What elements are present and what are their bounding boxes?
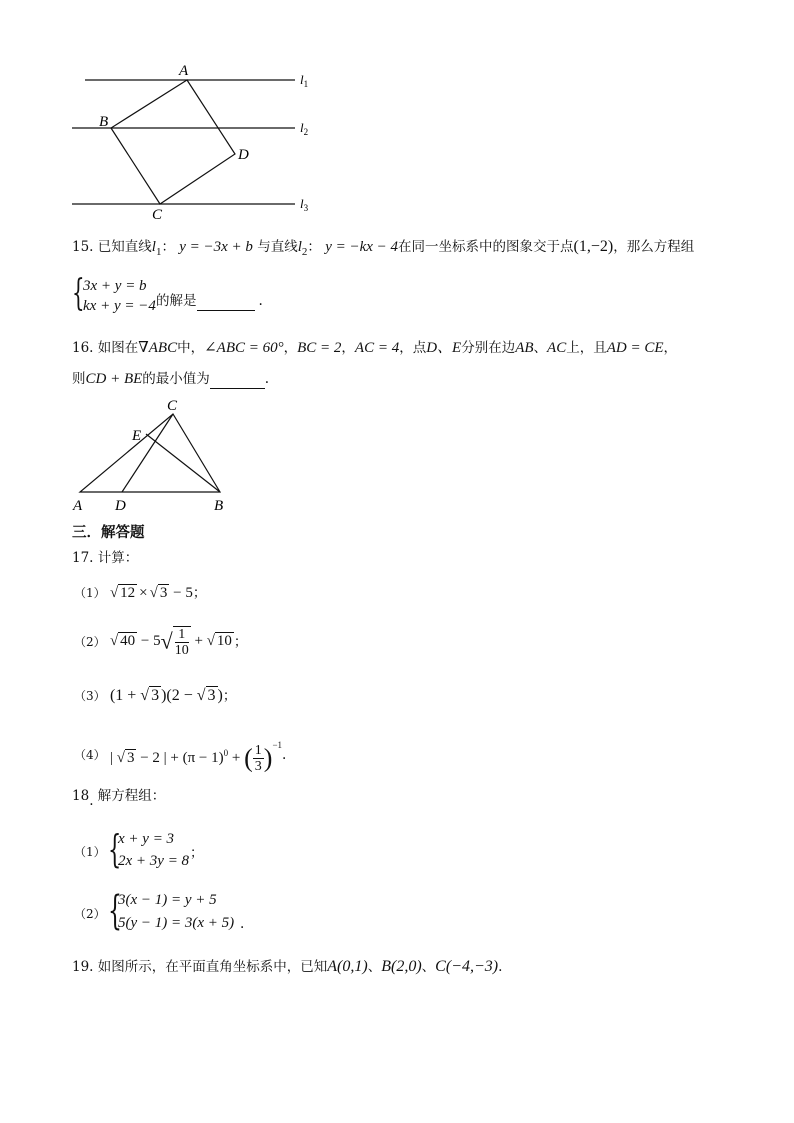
q18-number: 18	[72, 788, 90, 804]
label-l2: $l_2$	[300, 120, 309, 137]
tri-label-E: E	[132, 428, 142, 444]
q19-point-a: A(0,1)	[327, 958, 368, 975]
label-C: C	[152, 207, 163, 223]
q17-title-line	[72, 549, 138, 567]
q15-number: 15.	[72, 239, 94, 255]
q16-text1: 如图在	[97, 340, 139, 356]
q16-line1	[72, 339, 677, 357]
q15-colon1: ：	[161, 239, 175, 255]
triangle-figure	[68, 396, 248, 516]
tri-label-B: B	[214, 498, 224, 514]
label-A: A	[179, 63, 189, 79]
tri-label-C: C	[167, 398, 178, 414]
label-D: D	[238, 147, 249, 163]
q15-text3: 在同一坐标系中的图象交于点	[398, 239, 574, 255]
q15-sys-line1: 3x + y = b	[83, 278, 147, 294]
q18-p2-end: .	[240, 916, 245, 932]
q15-end: .	[258, 293, 263, 309]
q18-dot: .	[89, 793, 94, 809]
q18-title-line	[72, 787, 166, 809]
q18-p1-line2: 2x + 3y = 8	[118, 853, 190, 869]
q17-p2-expr: √ 40 − 5√ $\frac{1}{10}$ + √ 10	[109, 627, 232, 658]
q18-p2-line1: 3(x − 1) = y + 5	[118, 892, 217, 908]
q16-line2-text2: 的最小值为	[142, 371, 210, 387]
q19-comma1: 、	[367, 959, 382, 975]
q15-eq2: y = −kx − 4	[325, 239, 399, 255]
q16-comma4: ，	[663, 340, 678, 356]
label-l1: $l_1$	[300, 72, 309, 89]
section-title: 三．解答题	[72, 525, 145, 541]
q16-text5: 上，且	[566, 340, 607, 356]
q15-text1: 已知直线	[97, 239, 152, 255]
q17-part1	[74, 584, 206, 602]
q17-p4-expr: | √ 3 − 2 | + $(\pi - 1)^0$ + ( $\frac{1}{3}$ )$^{-1}$	[109, 740, 283, 775]
q16-triangle: ∇ABC	[138, 340, 178, 356]
q16-comma1: ，	[283, 340, 298, 356]
q16-ab: AB	[515, 340, 534, 356]
q15-text4: ，那么方程组	[613, 239, 695, 255]
q17-p1-end: ；	[192, 585, 207, 601]
q16-end: .	[264, 371, 270, 387]
q16-ac: AC = 4	[354, 340, 400, 356]
q19-comma2: 、	[421, 959, 436, 975]
q18-p1-brace: {	[108, 827, 122, 871]
label-l3: $l_3$	[300, 196, 309, 213]
q17-p3-end: ；	[222, 688, 237, 704]
q17-part2	[74, 626, 247, 658]
q16-text4: 分别在边	[461, 340, 516, 356]
q17-part3	[74, 687, 236, 705]
q17-p2-end: ；	[233, 634, 248, 650]
q15-point: (1,−2)	[573, 238, 614, 255]
q15-brace: {	[72, 273, 85, 314]
q18-p2-brace: {	[108, 888, 122, 934]
q16-adce: AD = CE	[606, 340, 664, 356]
segment-be	[146, 434, 220, 492]
q16-comma3: 、	[533, 340, 548, 356]
q16-line2-text: 则	[72, 371, 86, 387]
q15-l1: $l_1$	[151, 239, 162, 258]
tri-label-A: A	[73, 498, 83, 514]
q17-number: 17.	[72, 550, 94, 566]
q15-text2: 与直线	[257, 239, 298, 255]
q18-part2	[74, 888, 274, 937]
parallel-lines-figure	[60, 58, 330, 228]
q16-expr: CD + BE	[85, 371, 143, 387]
q15-line1	[72, 238, 694, 261]
q16-de: D、E	[426, 340, 462, 356]
q18-part1	[74, 827, 234, 874]
q18-p1-label: （1）	[74, 845, 106, 859]
q16-line2	[72, 370, 269, 389]
q18-p1-line1: x + y = 3	[118, 831, 175, 847]
q19-number: 19.	[72, 959, 94, 975]
label-B: B	[99, 114, 109, 130]
q16-bc: BC = 2	[297, 340, 342, 356]
q16-ac2: AC	[547, 340, 567, 356]
q17-part4	[74, 736, 286, 774]
q19-end: .	[498, 959, 503, 975]
q16-answer-blank[interactable]	[210, 370, 265, 389]
q15-answer	[156, 292, 263, 311]
triangle-abc	[80, 414, 220, 492]
q16-angle: ∠ABC = 60°	[204, 340, 284, 356]
quadrilateral-abcd	[111, 80, 235, 204]
q16-text3: ，点	[399, 340, 427, 356]
q19-line	[72, 958, 502, 976]
q15-answer-blank[interactable]	[197, 292, 255, 311]
q17-p3-label: （3）	[74, 689, 106, 703]
q15-sys-line2: kx + y = −4	[83, 298, 156, 314]
q15-l2: $l_2$	[297, 239, 308, 258]
tri-label-D: D	[115, 498, 126, 514]
q16-number: 16.	[72, 340, 94, 356]
q15-text5: 的解是	[156, 293, 197, 309]
q15-colon2: ：	[307, 239, 321, 255]
q17-p4-label: （4）	[74, 748, 106, 763]
q17-p4-end: .	[282, 747, 287, 764]
q17-p3-expr: (1 + √ 3 )(2 − √ 3 )	[109, 687, 223, 704]
q16-comma2: ，	[341, 340, 355, 356]
q17-p1-label: （1）	[74, 586, 106, 600]
q15-eq1: y = −3x + b	[179, 239, 253, 255]
q16-text2: 中，	[177, 340, 205, 356]
q18-p2-line2: 5(y − 1) = 3(x + 5)	[118, 915, 235, 931]
q18-title: 解方程组：	[97, 788, 166, 804]
q18-p2-label: （2）	[74, 907, 106, 921]
q17-p1-expr: √ 12 × √ 3 − 5	[109, 585, 193, 601]
q17-title: 计算：	[97, 550, 139, 566]
q17-p2-label: （2）	[74, 635, 106, 649]
q19-point-b: B(2,0)	[381, 958, 422, 975]
q18-p1-end: ；	[190, 845, 204, 861]
q19-text1: 如图所示，在平面直角坐标系中，已知	[97, 959, 328, 975]
segment-cd	[122, 414, 173, 492]
q19-point-c: C(−4,−3)	[435, 958, 499, 975]
